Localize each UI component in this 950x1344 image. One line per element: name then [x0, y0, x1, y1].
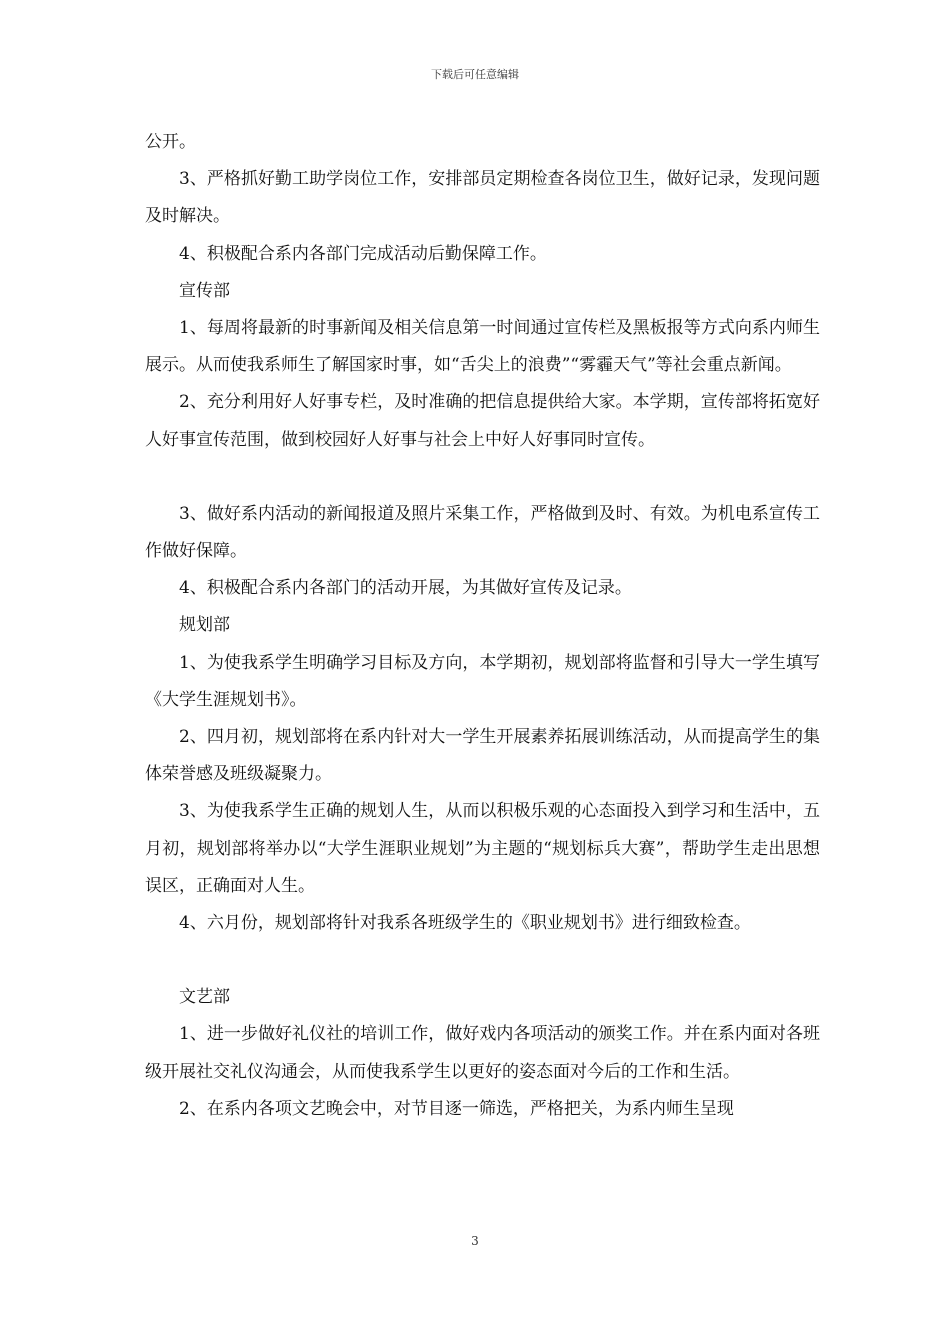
paragraph: 宣传部: [179, 280, 230, 301]
paragraph-gap: [145, 942, 820, 979]
paragraph: 4、六月份，规划部将针对我系各班级学生的《职业规划书》进行细致检查。: [179, 913, 751, 934]
paragraph: 规划部: [179, 615, 230, 636]
page-number: 3: [471, 1234, 479, 1248]
paragraph: 1、进一步做好礼仪社的培训工作，做好戏内各项活动的颁奖工作。并在系内面对各班级开展社交礼仪沟通会，从而使我系学生以更好的姿态面对今后的工作和生活。: [145, 1024, 820, 1082]
paragraph: 2、在系内各项文艺晚会中，对节目逐一筛选，严格把关，为系内师生呈现: [179, 1098, 734, 1119]
paragraph: 3、为使我系学生正确的规划人生，从而以积极乐观的心态面投入到学习和生活中，五月初，规划部将举办以“大学生涯职业规划”为主题的“规划标兵大赛”，帮助学生走出思想误区，正确面对人生。: [145, 801, 820, 896]
paragraph: 2、充分利用好人好事专栏，及时准确的把信息提供给大家。本学期，宣传部将拓宽好人好事宣传范围，做到校园好人好事与社会上中好人好事同时宣传。: [145, 392, 820, 450]
paragraph-gap: [145, 459, 820, 496]
page-header: 下载后可任意编辑: [431, 68, 519, 81]
paragraph: 1、为使我系学生明确学习目标及方向，本学期初，规划部将监督和引导大一学生填写《大学生涯规划书》。: [145, 652, 820, 710]
paragraph: 公开。: [145, 132, 196, 152]
paragraph: 3、做好系内活动的新闻报道及照片采集工作，严格做到及时、有效。为机电系宣传工作做好保障。: [145, 503, 820, 562]
paragraph: 文艺部: [179, 987, 230, 1008]
paragraph: 1、每周将最新的时事新闻及相关信息第一时间通过宣传栏及黑板报等方式向系内师生展示。从而使我系师生了解国家时事，如“舌尖上的浪费”“雾霾天气”等社会重点新闻。: [145, 318, 820, 376]
paragraph: 3、严格抓好勤工助学岗位工作，安排部员定期检查各岗位卫生，做好记录，发现问题及时解决。: [145, 169, 820, 227]
paragraph: 4、积极配合系内各部门的活动开展，为其做好宣传及记录。: [179, 578, 632, 599]
document-body: [145, 124, 820, 1128]
paragraph: 2、四月初，规划部将在系内针对大一学生开展素养拓展训练活动，从而提高学生的集体荣誉感及班级凝聚力。: [145, 727, 820, 785]
paragraph: 4、积极配合系内各部门完成活动后勤保障工作。: [179, 243, 547, 264]
